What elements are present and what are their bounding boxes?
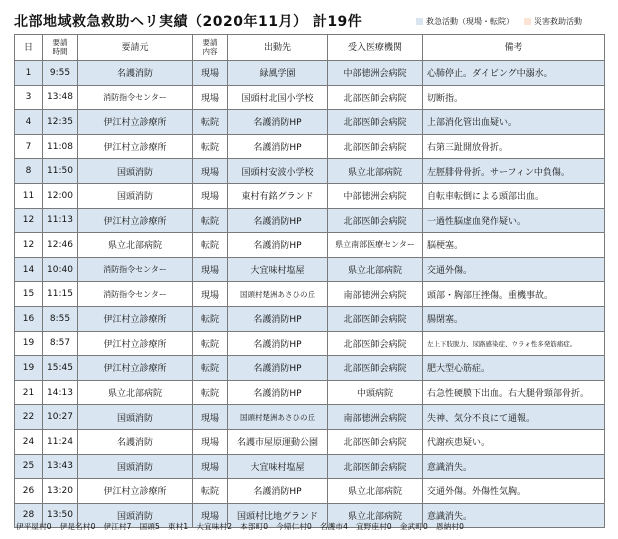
cell-destination: 名護消防HP <box>228 110 328 135</box>
cell-day: 1 <box>15 61 43 86</box>
table-row <box>15 257 605 282</box>
table-row <box>15 208 605 233</box>
cell-note: 切断指。 <box>423 85 605 110</box>
cell-destination: 名護市屋原運動公園 <box>228 429 328 454</box>
table-row <box>15 159 605 184</box>
cell-destination: 名護消防HP <box>228 356 328 381</box>
municipality-count: 今帰仁村0 <box>276 522 313 531</box>
cell-destination: 名護消防HP <box>228 134 328 159</box>
cell-time: 11:13 <box>43 208 78 233</box>
cell-destination: 緑風学園 <box>228 61 328 86</box>
cell-requester: 消防指令センター <box>78 282 193 307</box>
cell-hospital: 県立北部病院 <box>328 257 423 282</box>
cell-hospital: 北部医師会病院 <box>328 306 423 331</box>
cell-day: 16 <box>15 306 43 331</box>
cell-type: 現場 <box>193 159 228 184</box>
municipality-count: 恩納村0 <box>435 522 465 531</box>
cell-requester: 伊江村立診療所 <box>78 479 193 504</box>
cell-time: 13:48 <box>43 85 78 110</box>
cell-time: 11:24 <box>43 429 78 454</box>
cell-time: 10:27 <box>43 405 78 430</box>
cell-day: 21 <box>15 380 43 405</box>
cell-hospital: 中部徳洲会病院 <box>328 183 423 208</box>
cell-day: 19 <box>15 356 43 381</box>
cell-destination: 東村有銘グランド <box>228 183 328 208</box>
cell-note: 意識消失。 <box>423 454 605 479</box>
table-row <box>15 380 605 405</box>
table-row <box>15 134 605 159</box>
cell-hospital: 南部徳洲会病院 <box>328 405 423 430</box>
cell-note: 左脛腓骨骨折。サーフィン中負傷。 <box>423 159 605 184</box>
cell-day: 24 <box>15 429 43 454</box>
cell-type: 転院 <box>193 356 228 381</box>
cell-note: 交通外傷。 <box>423 257 605 282</box>
cell-day: 14 <box>15 257 43 282</box>
cell-type: 現場 <box>193 503 228 528</box>
header-type-text: 要請 内容 <box>202 38 218 56</box>
cell-hospital: 県立北部病院 <box>328 479 423 504</box>
legend-label-disaster: 災害救助活動 <box>534 17 582 26</box>
municipality-count: 大宜味村2 <box>196 522 233 531</box>
cell-time: 9:55 <box>43 61 78 86</box>
cell-note: 自転車転倒による頭部出血。 <box>423 183 605 208</box>
cell-note: 脳梗塞。 <box>423 233 605 258</box>
cell-requester: 伊江村立診療所 <box>78 208 193 233</box>
header-time-text: 要請 時間 <box>52 38 68 56</box>
cell-hospital: 南部徳洲会病院 <box>328 282 423 307</box>
cell-hospital: 県立南部医療センター <box>328 233 423 258</box>
cell-type: 転院 <box>193 233 228 258</box>
cell-hospital: 北部医師会病院 <box>328 331 423 356</box>
header-type <box>193 35 228 61</box>
cell-note: 代謝疾患疑い。 <box>423 429 605 454</box>
table-row <box>15 183 605 208</box>
cell-type: 現場 <box>193 257 228 282</box>
dispatch-table <box>14 34 605 528</box>
cell-day: 12 <box>15 233 43 258</box>
header-note: 備考 <box>423 35 605 61</box>
municipality-count: 宜野座村0 <box>356 522 392 531</box>
page-title: 北部地域救急救助ヘリ実績（2020年11月） 計19件 <box>14 14 363 30</box>
cell-note: 失神、気分不良にて通報。 <box>423 405 605 430</box>
table-body <box>15 61 605 528</box>
cell-type: 転院 <box>193 134 228 159</box>
cell-hospital: 北部医師会病院 <box>328 208 423 233</box>
cell-time: 13:50 <box>43 503 78 528</box>
cell-type: 現場 <box>193 282 228 307</box>
header-day: 日 <box>15 35 43 61</box>
cell-requester: 消防指令センター <box>78 85 193 110</box>
cell-requester: 伊江村立診療所 <box>78 356 193 381</box>
cell-requester: 県立北部病院 <box>78 233 193 258</box>
cell-time: 14:13 <box>43 380 78 405</box>
cell-hospital: 中頭病院 <box>328 380 423 405</box>
cell-type: 現場 <box>193 61 228 86</box>
cell-type: 転院 <box>193 380 228 405</box>
cell-note: 交通外傷。外傷性気胸。 <box>423 479 605 504</box>
cell-requester: 伊江村立診療所 <box>78 110 193 135</box>
cell-type: 転院 <box>193 306 228 331</box>
cell-time: 12:35 <box>43 110 78 135</box>
municipality-count: 名護市4 <box>320 522 349 531</box>
cell-time: 12:00 <box>43 183 78 208</box>
cell-requester: 国頭消防 <box>78 405 193 430</box>
cell-hospital: 北部医師会病院 <box>328 85 423 110</box>
table-row <box>15 85 605 110</box>
table-row <box>15 479 605 504</box>
municipality-count: 国頭5 <box>139 522 161 531</box>
cell-note: 心肺停止。ダイビング中溺水。 <box>423 61 605 86</box>
header-time <box>43 35 78 61</box>
cell-note: 腸閉塞。 <box>423 306 605 331</box>
cell-time: 11:50 <box>43 159 78 184</box>
municipality-count: 本部町0 <box>240 522 269 531</box>
cell-destination: 国頭村比地グランド <box>228 503 328 528</box>
legend-swatch-disaster <box>524 18 531 25</box>
cell-requester: 国頭消防 <box>78 503 193 528</box>
cell-day: 4 <box>15 110 43 135</box>
cell-type: 現場 <box>193 454 228 479</box>
header-hospital: 受入医療機関 <box>328 35 423 61</box>
cell-time: 8:55 <box>43 306 78 331</box>
cell-destination: 大宜味村塩屋 <box>228 454 328 479</box>
cell-note: 右急性硬膜下出血。右大腿骨頸部骨折。 <box>423 380 605 405</box>
cell-time: 11:15 <box>43 282 78 307</box>
cell-hospital: 北部医師会病院 <box>328 134 423 159</box>
cell-type: 転院 <box>193 110 228 135</box>
cell-requester: 国頭消防 <box>78 159 193 184</box>
table-header-row <box>15 35 605 61</box>
legend-item-disaster <box>524 16 582 27</box>
cell-type: 現場 <box>193 183 228 208</box>
cell-destination: 国頭村北国小学校 <box>228 85 328 110</box>
cell-destination: 国頭村安波小学校 <box>228 159 328 184</box>
header-requester: 要請元 <box>78 35 193 61</box>
cell-requester: 伊江村立診療所 <box>78 306 193 331</box>
cell-note: 肥大型心筋症。 <box>423 356 605 381</box>
cell-requester: 国頭消防 <box>78 454 193 479</box>
legend <box>416 16 582 27</box>
municipality-count: 伊是名村0 <box>59 522 96 531</box>
cell-time: 12:46 <box>43 233 78 258</box>
cell-note: 一過性脳虚血発作疑い。 <box>423 208 605 233</box>
table-row <box>15 233 605 258</box>
cell-type: 現場 <box>193 85 228 110</box>
cell-type: 転院 <box>193 479 228 504</box>
cell-destination: 名護消防HP <box>228 479 328 504</box>
cell-hospital: 北部医師会病院 <box>328 110 423 135</box>
table-row <box>15 454 605 479</box>
municipality-count: 伊平屋村0 <box>16 522 52 531</box>
cell-day: 11 <box>15 183 43 208</box>
cell-day: 22 <box>15 405 43 430</box>
cell-day: 8 <box>15 159 43 184</box>
cell-day: 7 <box>15 134 43 159</box>
header-destination: 出動先 <box>228 35 328 61</box>
cell-destination: 名護消防HP <box>228 331 328 356</box>
legend-item-rescue <box>416 16 514 27</box>
table-row <box>15 356 605 381</box>
cell-destination: 名護消防HP <box>228 306 328 331</box>
cell-destination: 名護消防HP <box>228 233 328 258</box>
cell-time: 15:45 <box>43 356 78 381</box>
cell-note: 上部消化管出血疑い。 <box>423 110 605 135</box>
legend-label-rescue: 救急活動（現場・転院） <box>426 17 514 26</box>
cell-requester: 伊江村立診療所 <box>78 331 193 356</box>
cell-requester: 名護消防 <box>78 61 193 86</box>
municipality-counts <box>16 521 472 532</box>
cell-destination: 国頭村楚洲あさひの丘 <box>228 282 328 307</box>
cell-type: 転院 <box>193 331 228 356</box>
table-row <box>15 331 605 356</box>
cell-destination: 名護消防HP <box>228 208 328 233</box>
cell-day: 28 <box>15 503 43 528</box>
cell-day: 26 <box>15 479 43 504</box>
cell-note: 意識消失。 <box>423 503 605 528</box>
table-row <box>15 282 605 307</box>
municipality-count: 伊江村7 <box>103 522 132 531</box>
cell-hospital: 県立北部病院 <box>328 159 423 184</box>
municipality-count: 金武町0 <box>399 522 428 531</box>
cell-hospital: 北部医師会病院 <box>328 356 423 381</box>
cell-requester: 県立北部病院 <box>78 380 193 405</box>
cell-requester: 消防指令センター <box>78 257 193 282</box>
cell-time: 8:57 <box>43 331 78 356</box>
cell-hospital: 県立北部病院 <box>328 503 423 528</box>
cell-note: 右第三趾開放骨折。 <box>423 134 605 159</box>
cell-time: 11:08 <box>43 134 78 159</box>
table-row <box>15 429 605 454</box>
cell-note: 左上下肢脱力、尿路感染症、ウラォ性多発筋痛症。 <box>423 331 605 356</box>
cell-type: 現場 <box>193 429 228 454</box>
cell-requester: 国頭消防 <box>78 183 193 208</box>
cell-note: 頭部・胸部圧挫傷。重機事故。 <box>423 282 605 307</box>
table-row <box>15 110 605 135</box>
table-row <box>15 61 605 86</box>
legend-swatch-rescue <box>416 18 423 25</box>
cell-time: 13:43 <box>43 454 78 479</box>
cell-destination: 大宜味村塩屋 <box>228 257 328 282</box>
cell-time: 13:20 <box>43 479 78 504</box>
cell-requester: 伊江村立診療所 <box>78 134 193 159</box>
cell-type: 現場 <box>193 405 228 430</box>
cell-hospital: 中部徳洲会病院 <box>328 61 423 86</box>
cell-day: 15 <box>15 282 43 307</box>
cell-time: 10:40 <box>43 257 78 282</box>
cell-requester: 名護消防 <box>78 429 193 454</box>
cell-day: 25 <box>15 454 43 479</box>
table-row <box>15 405 605 430</box>
cell-destination: 国頭村楚洲あさひの丘 <box>228 405 328 430</box>
cell-hospital: 北部医師会病院 <box>328 454 423 479</box>
cell-type: 転院 <box>193 208 228 233</box>
table-row <box>15 306 605 331</box>
cell-destination: 名護消防HP <box>228 380 328 405</box>
cell-day: 19 <box>15 331 43 356</box>
cell-day: 3 <box>15 85 43 110</box>
cell-hospital: 北部医師会病院 <box>328 429 423 454</box>
municipality-count: 東村1 <box>168 522 189 531</box>
cell-day: 12 <box>15 208 43 233</box>
